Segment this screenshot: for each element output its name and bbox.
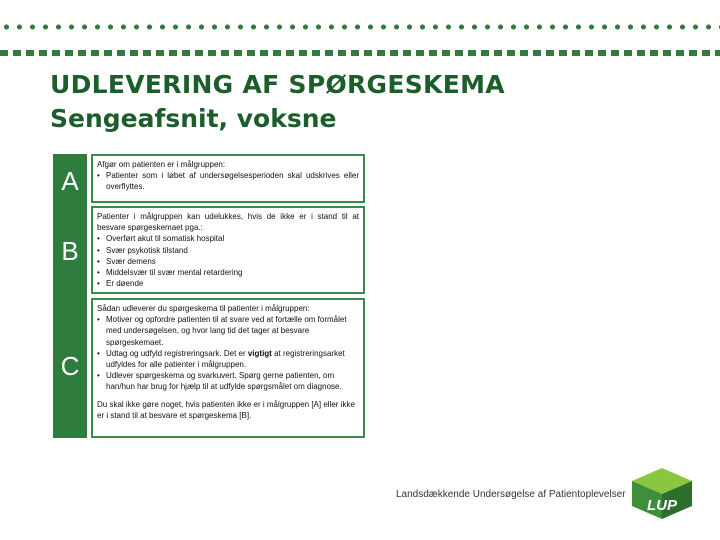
step-b-intro: Patienter i målgruppen kan udelukkes, hvis de ikke er i stand til at besvare spørgeskemaet pga.: <box>97 212 359 233</box>
step-c-outro: Du skal ikke gøre noget, hvis patienten ikke er i målgruppen [A] eller ikke er i stand til at besvare et spørgeskema [B]. <box>97 399 355 420</box>
step-c-bullet-text: Udtag og udfyld registreringsark. Det er <box>106 348 248 358</box>
handout-procedure-figure <box>53 154 367 438</box>
dashed-border <box>0 50 720 56</box>
step-letter-b: B <box>61 236 79 266</box>
step-b-bullet: • Middelsvær til svær mental retardering <box>97 267 359 278</box>
step-letter-a: A <box>61 166 79 196</box>
step-c-bullet: • Motiver og opfordre patienten til at svare ved at fortælle om formålet med undersøgelsen, og hvor lang tid det tager at besvare spørgeskemaet. <box>97 314 359 348</box>
step-b-bullet: • Er døende <box>97 278 359 289</box>
step-b-bullet: • Svær demens <box>97 256 359 267</box>
step-b-bullet: • Overført akut til somatisk hospital <box>97 233 359 244</box>
dotted-border-top <box>0 24 720 30</box>
organization-name: Landsdækkende Undersøgelse af Patientoplevelser <box>396 489 626 500</box>
step-a-list <box>97 170 359 192</box>
step-box-a <box>91 154 365 203</box>
step-a-intro: Afgør om patienten er i målgruppen: <box>97 160 226 169</box>
step-box-c <box>91 298 365 438</box>
step-c-list <box>97 314 359 392</box>
step-c-emphasis: vigtigt <box>247 348 272 358</box>
lup-cube-logo-icon <box>628 466 696 520</box>
step-b-bullet: • Svær psykotisk tilstand <box>97 245 359 256</box>
logo-text: LUP <box>647 497 677 514</box>
step-c-intro: Sådan udleverer du spørgeskema til patienter i målgruppen: <box>97 304 310 313</box>
page-title: UDLEVERING AF SPØRGESKEMA <box>50 70 505 99</box>
lup-logo <box>628 466 696 520</box>
step-c-bullet <box>97 348 359 370</box>
step-letter-c: C <box>60 351 80 381</box>
step-c-bullet: • Udlever spørgeskema og svarkuvert. Spørg gerne patienten, om han/hun har brug for hjælp til at udfylde spørgsmålet om diagnose. <box>97 370 359 392</box>
step-box-b <box>91 206 365 294</box>
page-subtitle: Sengeafsnit, voksne <box>50 104 337 133</box>
step-b-list <box>97 233 359 289</box>
step-a-bullet: • Patienter som i løbet af undersøgelsesperioden skal udskrives eller overflyttes. <box>97 170 359 192</box>
step-c-bullet-text: at registreringsarket udfyldes for alle patienter i målgruppen. <box>106 348 345 370</box>
